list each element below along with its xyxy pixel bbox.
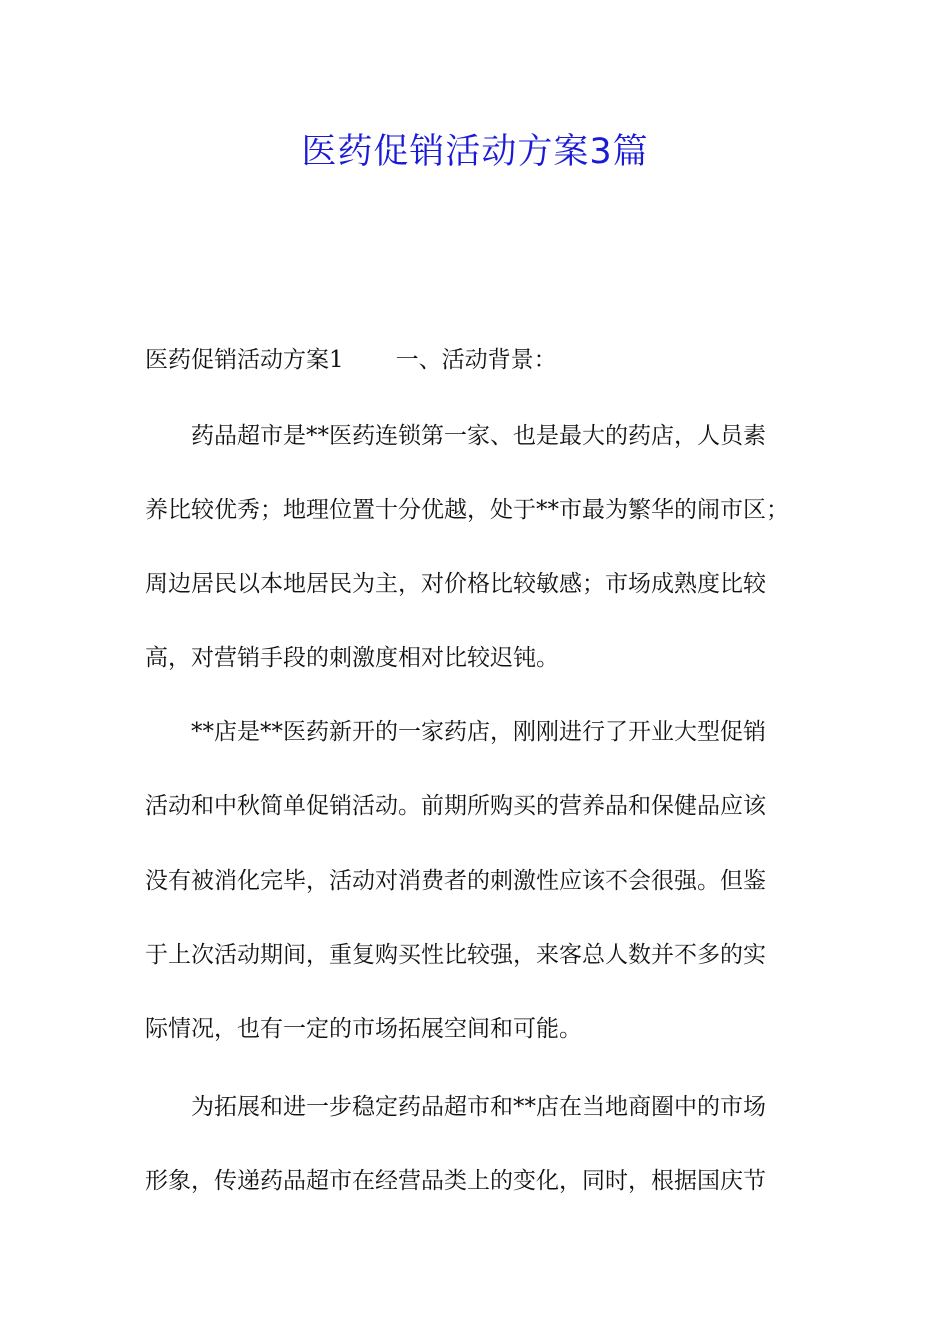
body-line-1: 药品超市是**医药连锁第一家、也是最大的药店，人员素 xyxy=(145,423,766,449)
section-first-line xyxy=(145,345,557,375)
section-heading: 一、活动背景： xyxy=(395,347,557,373)
body-line-9: 际情况，也有一定的市场拓展空间和可能。 xyxy=(145,1016,582,1042)
section-label: 医药促销活动方案1 xyxy=(145,347,344,373)
body-line-2: 养比较优秀；地理位置十分优越，处于**市最为繁华的闹市区； xyxy=(145,497,789,523)
document-title: 医药促销活动方案3篇 xyxy=(301,132,649,172)
body-line-11: 形象，传递药品超市在经营品类上的变化，同时，根据国庆节 xyxy=(145,1168,766,1194)
body-line-10: 为拓展和进一步稳定药品超市和**店在当地商圈中的市场 xyxy=(145,1094,766,1120)
body-line-3: 周边居民以本地居民为主，对价格比较敏感；市场成熟度比较 xyxy=(145,571,766,597)
body-line-6: 活动和中秋简单促销活动。前期所购买的营养品和保健品应该 xyxy=(145,793,766,819)
body-line-8: 于上次活动期间，重复购买性比较强，来客总人数并不多的实 xyxy=(145,942,766,968)
body-line-5: **店是**医药新开的一家药店，刚刚进行了开业大型促销 xyxy=(145,719,766,745)
body-line-4: 高，对营销手段的刺激度相对比较迟钝。 xyxy=(145,645,559,671)
body-line-7: 没有被消化完毕，活动对消费者的刺激性应该不会很强。但鉴 xyxy=(145,868,766,894)
